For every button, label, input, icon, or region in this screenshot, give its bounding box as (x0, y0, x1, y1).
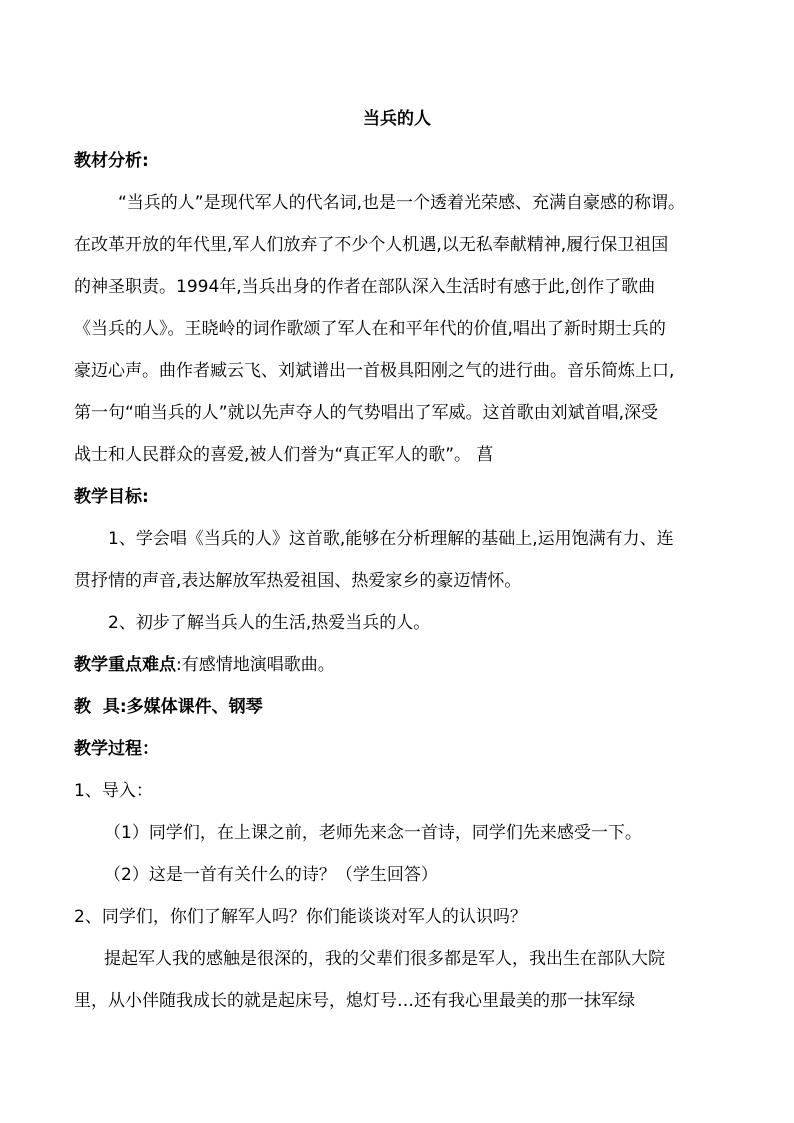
analysis-heading: 教材分析: (74, 151, 149, 171)
process-heading: 教学过程： (74, 739, 159, 759)
tools-line (74, 696, 734, 718)
goals-line-3: 2、初步了解当兵人的生活,热爱当兵的人。 (108, 613, 431, 633)
process-line-4: 2、同学们，你们了解军人吗？你们能谈谈对军人的认识吗？ (74, 907, 527, 927)
goals-heading: 教学目标: (74, 487, 149, 507)
goals-line-1: 1、学会唱《当兵的人》这首歌,能够在分析理解的基础上,运用饱满有力、连 (108, 529, 674, 549)
tools-label: 教 具: (74, 697, 127, 717)
analysis-line-3: 的神圣职责。1994年,当兵出身的作者在部队深入生活时有感于此,创作了歌曲 (74, 277, 656, 297)
key-points-label: 教学重点难点 (74, 655, 176, 675)
key-points-text: :有感情地演唱歌曲。 (176, 655, 335, 675)
analysis-line-2: 在改革开放的年代里,军人们放弃了不少个人机遇,以无私奉献精神,履行保卫祖国 (74, 235, 669, 255)
analysis-line-7: 战士和人民群众的喜爱,被人们誉为“真正军人的歌”。 菖 (74, 445, 494, 465)
process-line-6: 里，从小伴随我成长的就是起床号，熄灯号…还有我心里最美的那一抹军绿 (74, 991, 635, 1011)
process-line-1: 1、导入： (74, 781, 153, 801)
process-line-3: （2）这是一首有关什么的诗？（学生回答） (104, 865, 438, 885)
document-title: 当兵的人 (363, 109, 431, 129)
analysis-line-1: “当兵的人”是现代军人的代名词,也是一个透着光荣感、充满自豪感的称谓。 (118, 193, 686, 213)
analysis-line-4: 《当兵的人》。王晓岭的词作歌颂了军人在和平年代的价值,唱出了新时期士兵的 (74, 319, 666, 339)
process-line-2: （1）同学们，在上课之前，老师先来念一首诗，同学们先来感受一下。 (104, 823, 642, 843)
analysis-line-6: 第一句“咱当兵的人”就以先声夺人的气势唱出了军威。这首歌由刘斌首唱,深受 (74, 403, 659, 423)
analysis-line-5: 豪迈心声。曲作者臧云飞、刘斌谱出一首极具阳刚之气的进行曲。音乐简炼上口, (74, 361, 675, 381)
tools-text: 多媒体课件、钢琴 (126, 697, 263, 717)
process-line-5: 提起军人我的感触是很深的，我的父辈们很多都是军人，我出生在部队大院 (104, 949, 665, 969)
goals-line-2: 贯抒情的声音,表达解放军热爱祖国、热爱家乡的豪迈情怀。 (74, 571, 522, 591)
key-points-line (74, 654, 734, 676)
